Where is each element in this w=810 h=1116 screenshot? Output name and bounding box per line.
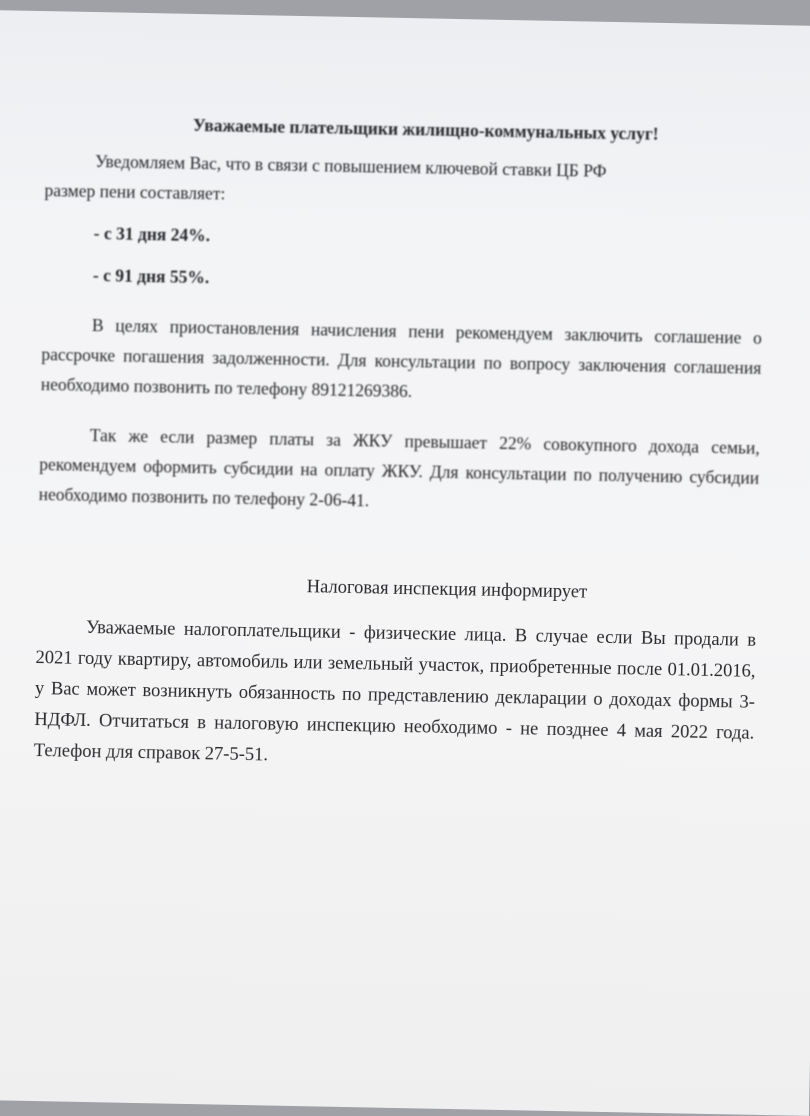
penalty-rate-value: 24%. [170,224,211,246]
penalty-rate-item [43,259,763,303]
tax-notice [33,567,757,781]
intro-line-1: Уведомляем Вас, что в связи с повышением ключевой ставки ЦБ РФ [94,151,607,181]
document-content [33,107,766,781]
penalty-rate-value: 55%. [169,266,210,288]
subsidy-paragraph: Так же если размер платы за ЖКУ превышает 22% совокупного дохода семьи, рекомендуем оформить субсидии на оплату ЖКУ. Для консультации по получению субсидии необходимо позвонить по телефону 2-06-41. [38,424,760,511]
penalty-rate-prefix: - с 91 дня [92,265,171,287]
penalty-rate-item [43,217,763,261]
penalty-rate-prefix: - с 31 дня [93,223,171,245]
utility-notice [38,107,766,523]
intro-line-2: размер пени составляет: [44,180,226,204]
tax-notice-title: Налоговая инспекция информирует [306,577,588,603]
utility-notice-title: Уважаемые плательщики жилищно-коммунальных услуг! [192,114,659,144]
paper-sheet [0,10,810,1116]
tax-paragraph: Уважаемые налогоплательщики - физические лица. В случае если Вы продали в 2021 году квартиру, автомобиль или земельный участок, приобретенные после 01.01.2016, у Вас может возникнуть обязанность по представлению декларации о доходах формы 3- НДФЛ. Отчитаться в налоговую инспекцию необходимо - не позднее 4 мая 2022 года. Телефон для справок 27-5-51. [33,617,757,766]
installment-paragraph: В целях приостановления начисления пени рекомендуем заключить соглашение о рассрочке погашения задолженности. Для консультации по вопросу заключения соглашения необходимо позвонить по телефону 89121269386. [40,315,763,402]
